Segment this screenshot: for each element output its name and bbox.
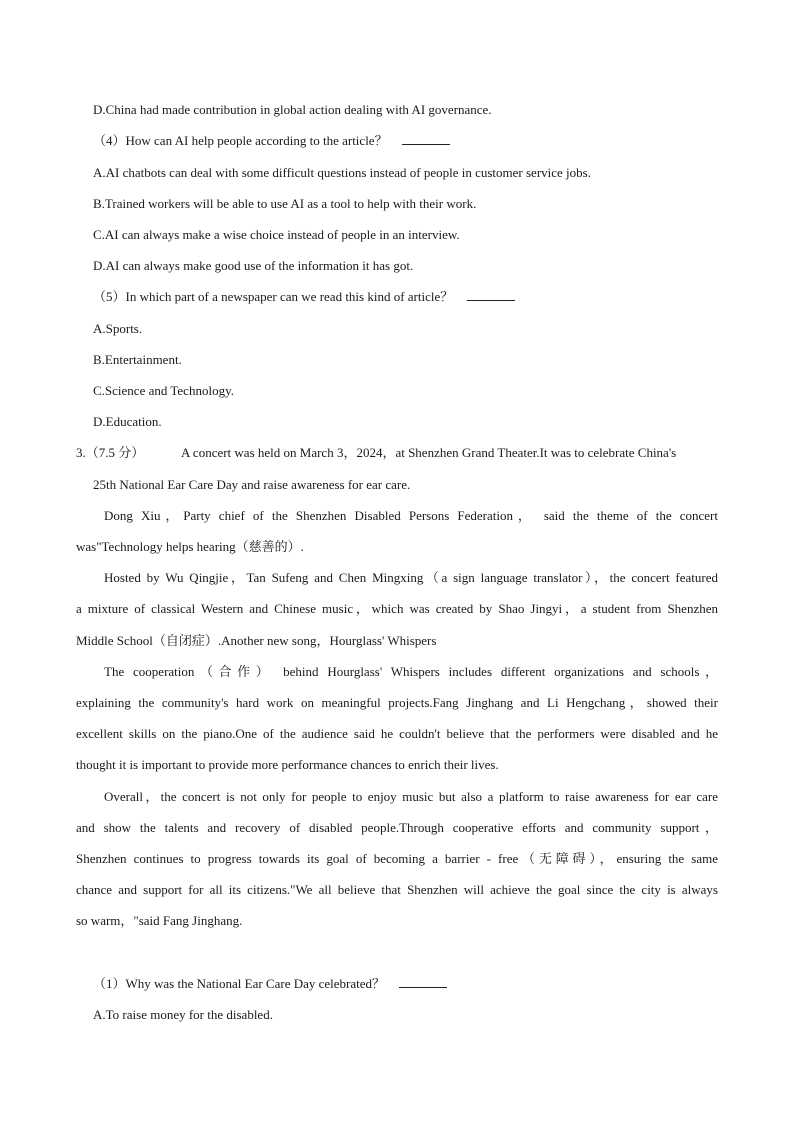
q3-1-stem: （1）Why was the National Ear Care Day celebrated？: [93, 976, 386, 991]
passage-line: excellent skills on the piano.One of the audience said he couldn't believe that the performers were disabled and he: [76, 726, 718, 741]
q4-option-a: A.AI chatbots can deal with some difficult questions instead of people in customer service jobs.: [93, 165, 591, 180]
passage-line: so warm，"said Fang Jinghang.: [76, 913, 243, 928]
q4-stem: （4）How can AI help people according to the article？: [93, 133, 388, 148]
q5-stem-row: [93, 288, 515, 306]
passage-line: explaining the community's hard work on meaningful projects.Fang Jinghang and Li Hengchang，showed their: [76, 695, 718, 710]
q5-option-a: A.Sports.: [93, 321, 143, 336]
passage-line: and show the talents and recovery of disabled people.Through cooperative efforts and community support，: [76, 820, 718, 835]
passage-line: Shenzhen continues to progress towards its goal of becoming a barrier - free（无障碍），ensuring the same: [76, 851, 718, 866]
q4-option-c: C.AI can always make a wise choice instead of people in an interview.: [93, 227, 460, 242]
answer-blank[interactable]: [467, 288, 515, 301]
q5-option-d: D.Education.: [93, 414, 162, 429]
q3-header: 3.（7.5 分）: [76, 445, 145, 460]
q3-1-option-a: A.To raise money for the disabled.: [93, 1007, 273, 1022]
q4-stem-row: [93, 132, 450, 150]
q2-option-d: D.China had made contribution in global action dealing with AI governance.: [93, 102, 492, 117]
passage-line: a mixture of classical Western and Chinese music，which was created by Shao Jingyi，a student from Shenzhen: [76, 601, 718, 616]
passage-line: The cooperation（合作） behind Hourglass' Whispers includes different organizations and schools，: [104, 664, 718, 679]
q5-stem: （5）In which part of a newspaper can we read this kind of article？: [93, 289, 454, 304]
q4-option-d: D.AI can always make good use of the information it has got.: [93, 258, 414, 273]
passage-line: Middle School（自闭症）.Another new song，Hourglass' Whispers: [76, 633, 437, 648]
passage-line: thought it is important to provide more performance chances to enrich their lives.: [76, 757, 499, 772]
passage-line: Dong Xiu，Party chief of the Shenzhen Disabled Persons Federation， said the theme of the concert: [104, 508, 718, 523]
q5-option-c: C.Science and Technology.: [93, 383, 234, 398]
passage-line: 25th National Ear Care Day and raise awareness for ear care.: [93, 477, 411, 492]
passage-line: Hosted by Wu Qingjie，Tan Sufeng and Chen Mingxing（a sign language translator），the concert featured: [104, 570, 718, 585]
q5-option-b: B.Entertainment.: [93, 352, 182, 367]
answer-blank[interactable]: [402, 132, 450, 145]
passage-line: A concert was held on March 3，2024，at Shenzhen Grand Theater.It was to celebrate China's: [181, 445, 677, 460]
q4-option-b: B.Trained workers will be able to use AI as a tool to help with their work.: [93, 196, 477, 211]
passage-line: was"Technology helps hearing（慈善的）.: [76, 539, 304, 554]
passage-line: Overall，the concert is not only for people to enjoy music but also a platform to raise awareness for ear care: [104, 789, 718, 804]
q3-1-stem-row: [93, 975, 447, 993]
passage-line: chance and support for all its citizens."We all believe that Shenzhen will achieve the goal since the city is always: [76, 882, 718, 897]
answer-blank[interactable]: [399, 975, 447, 988]
